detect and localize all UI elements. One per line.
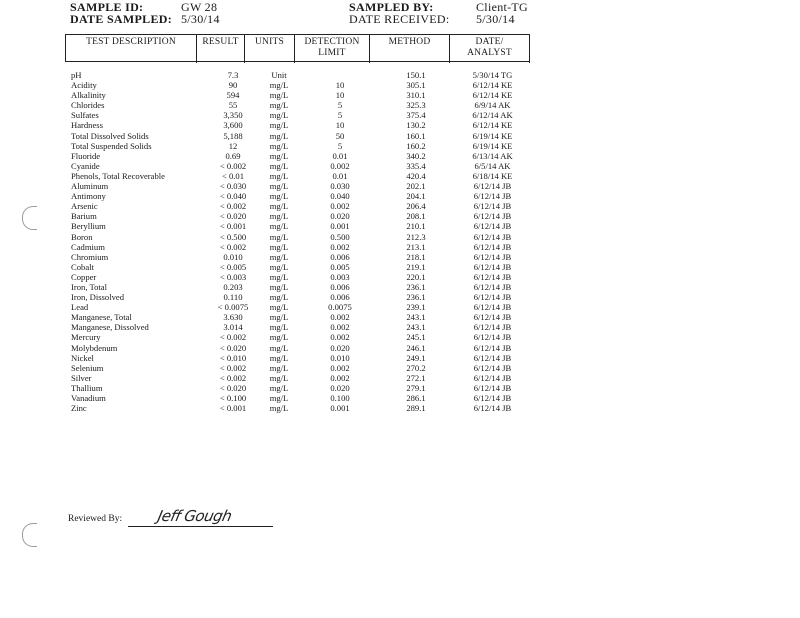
reviewer-signature: Jeff Gough [156, 507, 234, 525]
cell-method: 150.1 [406, 70, 426, 80]
cell-detection-limit: 0.002 [330, 241, 350, 252]
cell-test-description: Copper [71, 271, 97, 282]
cell-method: 310.1 [406, 90, 426, 101]
cell-date-analyst: 6/12/14 JB [473, 292, 512, 303]
cell-test-description: Fluoride [71, 150, 101, 161]
cell-date-analyst: 6/13/14 AK [472, 150, 513, 161]
cell-result: < 0.001 [219, 221, 247, 232]
cell-test-description: Lead [71, 302, 89, 313]
date-sampled-label: DATE SAMPLED: [70, 12, 173, 26]
cell-test-description: Manganese, Total [71, 312, 132, 323]
cell-test-description: Iron, Total [71, 281, 107, 292]
cell-test-description: Barium [71, 211, 97, 222]
col-detection-limit: DETECTION LIMIT [295, 35, 370, 63]
cell-units: mg/L [269, 302, 289, 313]
cell-test-description: Silver [71, 372, 92, 383]
cell-date-analyst: 6/12/14 JB [473, 271, 512, 282]
cell-detection-limit: 10 [335, 90, 345, 101]
cell-method: 218.1 [406, 251, 426, 262]
reviewed-by-label: Reviewed By: [68, 514, 123, 524]
cell-result: 3,350 [223, 110, 243, 121]
cell-result: < 0.0075 [217, 302, 249, 313]
cell-result: < 0.002 [219, 332, 247, 343]
cell-units: mg/L [269, 332, 289, 343]
cell-method: 202.1 [406, 181, 426, 192]
cell-detection-limit: 0.001 [330, 403, 350, 414]
cell-result: 55 [228, 100, 238, 111]
cell-detection-limit: 0.003 [330, 271, 350, 282]
col-method: METHOD [370, 35, 450, 63]
punch-hole-top [22, 206, 37, 230]
cell-detection-limit: 0.002 [330, 201, 350, 212]
cell-result: < 0.030 [219, 181, 247, 192]
cell-result: < 0.500 [219, 231, 247, 242]
cell-detection-limit: 0.030 [330, 181, 350, 192]
cell-units: mg/L [269, 241, 289, 252]
cell-date-analyst: 6/12/14 JB [473, 181, 512, 192]
cell-detection-limit: 0.100 [330, 393, 350, 403]
cell-method: 243.1 [406, 322, 426, 333]
cell-units: mg/L [269, 100, 289, 111]
cell-result: 3.630 [223, 312, 243, 323]
cell-date-analyst: 6/12/14 JB [473, 312, 512, 323]
cell-test-description: Alkalinity [71, 90, 106, 101]
cell-units: mg/L [269, 352, 289, 363]
cell-method: 236.1 [406, 292, 426, 303]
cell-test-description: Phenols, Total Recoverable [71, 170, 165, 181]
cell-date-analyst: 6/12/14 KE [472, 90, 513, 101]
cell-date-analyst: 6/12/14 KE [472, 80, 513, 91]
cell-date-analyst: 6/19/14 KE [472, 130, 513, 141]
cell-method: 160.1 [406, 130, 426, 141]
cell-method: 246.1 [406, 342, 426, 353]
cell-method: 245.1 [406, 332, 426, 343]
date-received-label: DATE RECEIVED: [349, 12, 450, 26]
cell-method: 270.2 [406, 362, 426, 373]
cell-test-description: Aluminum [71, 181, 109, 192]
cell-units: mg/L [269, 372, 289, 383]
cell-result: < 0.020 [219, 342, 247, 353]
cell-test-description: Cadmium [71, 241, 105, 252]
cell-date-analyst: 6/12/14 KE [472, 120, 513, 131]
cell-units: mg/L [269, 281, 289, 292]
cell-detection-limit: 10 [335, 120, 345, 131]
cell-test-description: Iron, Dissolved [71, 292, 124, 303]
cell-detection-limit: 0.500 [330, 231, 350, 242]
cell-detection-limit: 0.010 [330, 352, 350, 363]
cell-units: mg/L [269, 150, 289, 161]
cell-test-description: Vanadium [71, 393, 106, 403]
cell-units: mg/L [269, 90, 289, 101]
cell-method: 305.1 [406, 80, 426, 91]
cell-units: mg/L [269, 261, 289, 272]
cell-units: mg/L [269, 120, 289, 131]
cell-date-analyst: 6/12/14 JB [473, 342, 512, 353]
cell-units: mg/L [269, 130, 289, 141]
sampled-by-label: SAMPLED BY: [349, 0, 434, 14]
cell-result: 0.110 [223, 292, 243, 303]
cell-test-description: Zinc [71, 403, 87, 414]
cell-result: < 0.100 [219, 393, 247, 403]
cell-result: < 0.002 [219, 372, 247, 383]
cell-units: mg/L [269, 362, 289, 373]
cell-method: 239.1 [406, 302, 426, 313]
cell-units: mg/L [269, 322, 289, 333]
cell-units: mg/L [269, 393, 289, 403]
cell-date-analyst: 6/12/14 JB [473, 191, 512, 202]
cell-units: mg/L [269, 181, 289, 192]
cell-method: 243.1 [406, 312, 426, 323]
cell-result: < 0.002 [219, 241, 247, 252]
cell-units: mg/L [269, 251, 289, 262]
cell-units: mg/L [269, 160, 289, 171]
col-units: UNITS [245, 35, 295, 63]
cell-units: mg/L [269, 382, 289, 393]
cell-date-analyst: 6/12/14 JB [473, 332, 512, 343]
cell-date-analyst: 6/12/14 JB [473, 251, 512, 262]
signature-line [128, 526, 273, 527]
cell-detection-limit: 0.01 [332, 150, 348, 161]
cell-units: mg/L [269, 140, 289, 151]
cell-detection-limit: 0.002 [330, 322, 350, 333]
cell-date-analyst: 6/12/14 JB [473, 322, 512, 333]
cell-date-analyst: 6/12/14 JB [473, 352, 512, 363]
cell-test-description: Total Dissolved Solids [71, 130, 149, 141]
cell-date-analyst: 6/12/14 JB [473, 241, 512, 252]
cell-units: Unit [271, 70, 287, 80]
cell-result: 7.3 [227, 70, 239, 80]
cell-detection-limit: 0.006 [330, 281, 350, 292]
cell-result: 0.203 [223, 281, 243, 292]
cell-units: mg/L [269, 110, 289, 121]
cell-detection-limit: 0.040 [330, 191, 350, 202]
cell-detection-limit: 0.002 [330, 362, 350, 373]
cell-date-analyst: 5/30/14 TG [472, 70, 513, 80]
cell-method: 286.1 [406, 393, 426, 403]
cell-detection-limit: 0.020 [330, 382, 350, 393]
cell-method: 279.1 [406, 382, 426, 393]
cell-test-description: Nickel [71, 352, 94, 363]
cell-detection-limit: 50 [335, 130, 345, 141]
cell-units: mg/L [269, 271, 289, 282]
cell-result: 0.69 [225, 150, 241, 161]
cell-result: 12 [228, 140, 238, 151]
cell-method: 204.1 [406, 191, 426, 202]
cell-date-analyst: 6/12/14 JB [473, 231, 512, 242]
punch-hole-bottom [22, 523, 37, 547]
sampled-by-value: Client-TG [476, 0, 529, 14]
cell-test-description: Boron [71, 231, 93, 242]
cell-date-analyst: 6/12/14 JB [473, 221, 512, 232]
cell-method: 213.1 [406, 241, 426, 252]
date-sampled-value: 5/30/14 [181, 12, 220, 26]
cell-units: mg/L [269, 221, 289, 232]
cell-detection-limit: 0.0075 [328, 302, 352, 313]
cell-test-description: Manganese, Dissolved [71, 322, 149, 333]
cell-method: 420.4 [406, 170, 426, 181]
col-date-analyst: DATE/ ANALYST [450, 35, 530, 63]
cell-detection-limit: 0.002 [330, 312, 350, 323]
cell-detection-limit: 0.006 [330, 292, 350, 303]
cell-method: 160.2 [406, 140, 426, 151]
cell-method: 130.2 [406, 120, 426, 131]
cell-test-description: Selenium [71, 362, 104, 373]
cell-result: < 0.040 [219, 191, 247, 202]
cell-result: 90 [228, 80, 238, 91]
cell-detection-limit: 5 [337, 100, 343, 111]
cell-units: mg/L [269, 80, 289, 91]
cell-method: 325.3 [406, 100, 426, 111]
cell-result: 5,188 [223, 130, 243, 141]
cell-method: 208.1 [406, 211, 426, 222]
cell-date-analyst: 6/12/14 JB [473, 261, 512, 272]
cell-date-analyst: 6/12/14 JB [473, 211, 512, 222]
cell-units: mg/L [269, 403, 289, 414]
cell-detection-limit: 0.002 [330, 160, 350, 171]
cell-detection-limit: 0.006 [330, 251, 350, 262]
cell-units: mg/L [269, 201, 289, 212]
cell-test-description: Chlorides [71, 100, 105, 111]
cell-method: 289.1 [406, 403, 426, 414]
cell-test-description: Chromium [71, 251, 109, 262]
cell-method: 206.4 [406, 201, 426, 212]
cell-result: < 0.002 [219, 362, 247, 373]
cell-method: 210.1 [406, 221, 426, 232]
cell-date-analyst: 6/12/14 JB [473, 382, 512, 393]
cell-method: 340.2 [406, 150, 426, 161]
cell-test-description: Antimony [71, 191, 106, 202]
cell-result: < 0.005 [219, 261, 247, 272]
cell-date-analyst: 6/9/14 AK [474, 100, 511, 111]
cell-detection-limit: 0.01 [332, 170, 348, 181]
cell-date-analyst: 6/12/14 JB [473, 372, 512, 383]
cell-result: < 0.001 [219, 403, 247, 414]
cell-detection-limit: 0.005 [330, 261, 350, 272]
cell-result: < 0.01 [221, 170, 245, 181]
cell-detection-limit: 0.002 [330, 332, 350, 343]
cell-result: 594 [226, 90, 240, 101]
cell-test-description: Mercury [71, 332, 101, 343]
cell-detection-limit: 0.002 [330, 372, 350, 383]
date-received-value: 5/30/14 [476, 12, 515, 26]
cell-detection-limit: 5 [337, 110, 343, 121]
cell-date-analyst: 6/12/14 JB [473, 403, 512, 414]
cell-method: 249.1 [406, 352, 426, 363]
cell-units: mg/L [269, 342, 289, 353]
cell-test-description: Arsenic [71, 201, 98, 212]
cell-test-description: Sulfates [71, 110, 99, 121]
sample-id-value: GW 28 [181, 0, 218, 14]
cell-method: 335.4 [406, 160, 426, 171]
cell-test-description: pH [71, 70, 82, 80]
cell-method: 272.1 [406, 372, 426, 383]
cell-date-analyst: 6/18/14 KE [472, 170, 513, 181]
cell-units: mg/L [269, 211, 289, 222]
cell-date-analyst: 6/5/14 AK [474, 160, 511, 171]
cell-result: 3.014 [223, 322, 243, 333]
cell-date-analyst: 6/12/14 JB [473, 281, 512, 292]
cell-date-analyst: 6/12/14 AK [472, 110, 513, 121]
cell-detection-limit: 0.020 [330, 342, 350, 353]
cell-result: 0.010 [223, 251, 243, 262]
cell-date-analyst: 6/12/14 JB [473, 362, 512, 373]
cell-date-analyst: 6/12/14 JB [473, 302, 512, 313]
cell-detection-limit: 10 [335, 80, 345, 91]
cell-units: mg/L [269, 231, 289, 242]
cell-test-description: Molybdenum [71, 342, 118, 353]
cell-result: < 0.020 [219, 382, 247, 393]
cell-test-description: Thallium [71, 382, 103, 393]
cell-date-analyst: 6/19/14 KE [472, 140, 513, 151]
cell-method: 212.3 [406, 231, 426, 242]
cell-test-description: Total Suspended Solids [71, 140, 152, 151]
cell-date-analyst: 6/12/14 JB [473, 393, 512, 403]
cell-result: < 0.002 [219, 160, 247, 171]
cell-test-description: Cobalt [71, 261, 94, 272]
cell-test-description: Hardness [71, 120, 103, 131]
table-header [65, 34, 530, 62]
cell-method: 220.1 [406, 271, 426, 282]
cell-units: mg/L [269, 191, 289, 202]
cell-method: 219.1 [406, 261, 426, 272]
cell-units: mg/L [269, 170, 289, 181]
cell-test-description: Acidity [71, 80, 97, 91]
cell-result: < 0.003 [219, 271, 247, 282]
cell-detection-limit: 0.001 [330, 221, 350, 232]
cell-test-description: Cyanide [71, 160, 100, 171]
cell-result: < 0.020 [219, 211, 247, 222]
cell-units: mg/L [269, 292, 289, 303]
col-test-description: TEST DESCRIPTION [66, 35, 197, 63]
cell-method: 375.4 [406, 110, 426, 121]
cell-result: 3,600 [223, 120, 243, 131]
cell-result: < 0.002 [219, 201, 247, 212]
cell-date-analyst: 6/12/14 JB [473, 201, 512, 212]
cell-test-description: Beryllium [71, 221, 106, 232]
sample-id-label: SAMPLE ID: [70, 0, 144, 14]
cell-units: mg/L [269, 312, 289, 323]
cell-method: 236.1 [406, 281, 426, 292]
cell-detection-limit: 5 [337, 140, 343, 151]
cell-result: < 0.010 [219, 352, 247, 363]
cell-detection-limit: 0.020 [330, 211, 350, 222]
col-result: RESULT [197, 35, 245, 63]
